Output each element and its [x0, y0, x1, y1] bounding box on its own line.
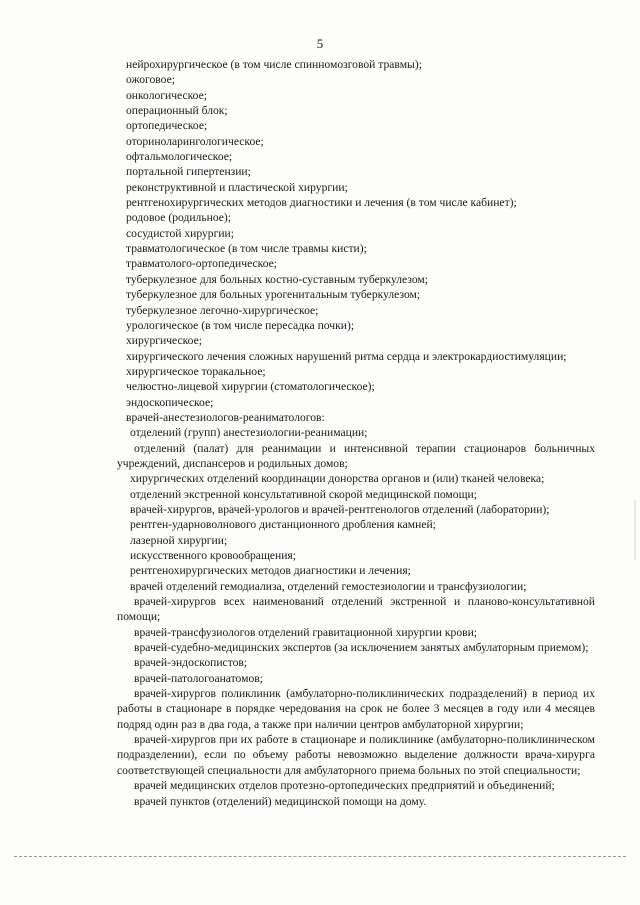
list-item: реконструктивной и пластической хирургии;: [126, 180, 348, 194]
list-item: портальной гипертензии;: [126, 165, 251, 179]
list-item: травматолого-ортопедическое;: [126, 257, 278, 271]
paragraph-polyclinic: врачей-хирургов поликлиник (амбулаторно-поликлинических подразделений) в период их работы в стационаре в порядке чередования на срок не более 3 месяцев в году или 4 месяцев подряд один раз в два года, а также при наличии центров амбулаторной хирургии;: [117, 687, 595, 731]
list-item: хирургическое;: [126, 334, 202, 348]
list-item: урологическое (в том числе пересадка почки);: [126, 318, 355, 332]
paragraph-reanimation: отделений (палат) для реанимации и интенсивной терапии стационаров больничных учреждений, диспансеров и родильных домов;: [117, 441, 595, 470]
list-item: туберкулезное для больных урогенитальным туберкулезом;: [126, 288, 421, 302]
list-item: врачей отделений гемодиализа, отделений гемостезиологии и трансфузиологии;: [130, 579, 527, 593]
document-body: [117, 57, 595, 809]
scan-right-edge: [634, 500, 636, 560]
list-item: искусственного кровообращения;: [130, 549, 296, 562]
list-item: сосудистой хирургии;: [126, 226, 234, 240]
list-item: рентгенохирургических методов диагностики и лечения;: [130, 564, 411, 578]
list-item: травматологическое (в том числе травмы кисти);: [126, 242, 367, 256]
list-item: врачей-патологоанатомов;: [134, 671, 263, 685]
list-item: туберкулезное для больных костно-суставным туберкулезом;: [126, 272, 428, 286]
list-item: офтальмологическое;: [126, 150, 233, 164]
list-item: врачей пунктов (отделений) медицинской помощи на дому.: [134, 794, 427, 808]
list-item: онкологическое;: [126, 88, 207, 102]
list-item: ортопедическое;: [126, 119, 208, 133]
list-item: лазерной хирургии;: [130, 533, 228, 547]
list-item: врачей-хирургов, врачей-урологов и врачей-рентгенологов отделений (лаборатории);: [130, 502, 550, 516]
scan-bottom-edge: [14, 856, 626, 857]
list-item: оториноларингологическое;: [126, 134, 264, 148]
list-item: хирургическое торакальное;: [126, 364, 266, 378]
list-item: отделений экстренной консультативной скорой медицинской помощи;: [130, 487, 477, 501]
list-item: врачей-эндоскопистов;: [134, 656, 248, 670]
list-item: хирургического лечения сложных нарушений ритма сердца и электрокардиостимуляции;: [126, 349, 567, 363]
list-item: рентген-ударноволнового дистанционного дробления камней;: [130, 518, 436, 532]
list-item: операционный блок;: [126, 104, 228, 118]
list-item: ожоговое;: [126, 73, 175, 87]
paragraph-forensic: врачей-судебно-медицинских экспертов (за исключением занятых амбулаторным приемом);: [134, 641, 589, 655]
list-item: родовое (родильное);: [126, 211, 232, 225]
list-item: эндоскопическое;: [126, 395, 214, 409]
list-item: челюстно-лицевой хирургии (стоматологическое);: [126, 380, 375, 394]
list-item: нейрохирургическое (в том числе спинномозговой травмы);: [126, 58, 422, 71]
paragraph-surgeons-all: врачей-хирургов всех наименований отделений экстренной и планово-консультативной помощи;: [117, 595, 595, 624]
list-item: хирургических отделений координации донорства органов и (или) тканей человека;: [130, 472, 545, 486]
list-item: врачей-анестезиологов-реаниматологов:: [126, 410, 325, 424]
page-number: 5: [316, 36, 324, 51]
paragraph-hospital-polyclinic: врачей-хирургов при их работе в стационаре и поликлинике (амбулаторно-поликлиническом подразделении), если по объему работы невозможно выделение должности врача-хирурга соответствующей специальности для амбулаторного приема больных по этой специальности;: [117, 733, 595, 777]
list-item: отделений (групп) анестезиологии-реанимации;: [130, 426, 368, 440]
list-item: врачей-трансфузиологов отделений гравитационной хирургии крови;: [134, 625, 478, 639]
list-item: туберкулезное легочно-хирургическое;: [126, 303, 319, 317]
list-item: врачей медицинских отделов протезно-ортопедических предприятий и объединений;: [134, 779, 555, 793]
list-item: рентгенохирургических методов диагностики и лечения (в том числе кабинет);: [126, 196, 517, 210]
